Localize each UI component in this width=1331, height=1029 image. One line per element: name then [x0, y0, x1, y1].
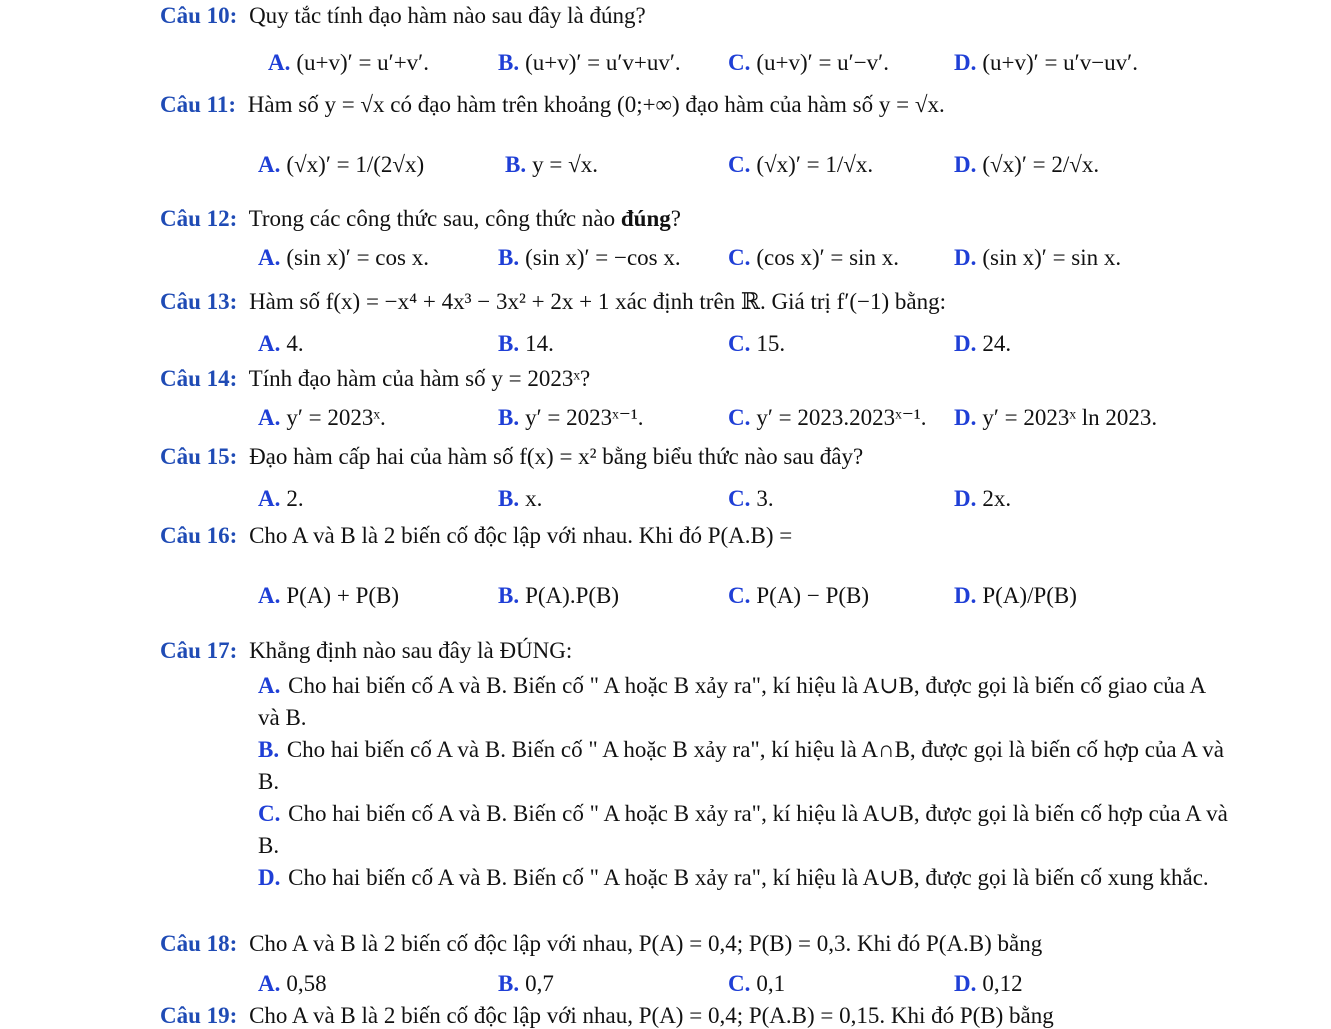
option-letter: A.	[258, 152, 281, 177]
option-letter: B.	[258, 737, 280, 762]
question-text: Đạo hàm cấp hai của hàm số f(x) = x² bằng biểu thức nào sau đây?	[249, 444, 864, 469]
option-text: 0,12	[982, 971, 1023, 996]
option-letter: D.	[954, 971, 977, 996]
option-letter: B.	[498, 405, 520, 430]
option-c	[728, 50, 889, 76]
question-12	[160, 206, 681, 232]
option-d	[954, 971, 1023, 997]
question-number: Câu 10:	[160, 3, 238, 28]
option-letter: A.	[258, 331, 281, 356]
option-text: 4.	[286, 331, 304, 356]
option-text: Cho hai biến cố A và B. Biến cố " A hoặc B xảy ra", kí hiệu là A∩B, được gọi là biến cố hợp của A và B.	[258, 737, 1224, 794]
option-text: 14.	[525, 331, 554, 356]
option-b	[498, 405, 644, 431]
option-d	[954, 152, 1099, 178]
option-a	[258, 152, 424, 178]
question-text: Hàm số y = √x có đạo hàm trên khoảng (0;+∞) đạo hàm của hàm số y = √x.	[247, 92, 945, 117]
option-letter: B.	[498, 331, 520, 356]
option-text: P(A).P(B)	[525, 583, 620, 608]
option-text: P(A)/P(B)	[982, 583, 1077, 608]
option-letter: A.	[258, 583, 281, 608]
option-text: Cho hai biến cố A và B. Biến cố " A hoặc B xảy ra", kí hiệu là A∪B, được gọi là biến cố giao của A và B.	[258, 673, 1205, 730]
question-text: Cho A và B là 2 biến cố độc lập với nhau. Khi đó P(A.B) =	[249, 523, 793, 548]
question-11	[160, 92, 945, 118]
option-letter: C.	[258, 801, 281, 826]
question-number: Câu 18:	[160, 931, 238, 956]
question-14	[160, 366, 590, 392]
option-letter: B.	[498, 245, 520, 270]
option-a	[258, 405, 386, 431]
option-c	[728, 405, 927, 431]
option-letter: A.	[258, 245, 281, 270]
option-text: 15.	[756, 331, 786, 356]
option-letter: A.	[258, 486, 281, 511]
option-text: y′ = 2023ˣ⁻¹.	[525, 405, 644, 430]
option-letter: D.	[954, 405, 977, 430]
option-letter: D.	[954, 50, 977, 75]
option-text: 24.	[982, 331, 1012, 356]
option-c	[728, 245, 899, 271]
option-text: 3.	[756, 486, 774, 511]
option-text: (sin x)′ = cos x.	[286, 245, 429, 270]
option-letter: C.	[728, 50, 751, 75]
question-text: Cho A và B là 2 biến cố độc lập với nhau, P(A) = 0,4; P(B) = 0,3. Khi đó P(A.B) bằng	[249, 931, 1043, 956]
option-text: 2.	[286, 486, 304, 511]
option-text: y = √x.	[532, 152, 598, 177]
option-a-long	[258, 670, 1228, 734]
option-a	[258, 486, 304, 512]
question-15	[160, 444, 863, 470]
option-d	[954, 583, 1077, 609]
option-letter: C.	[728, 971, 751, 996]
option-d	[954, 486, 1011, 512]
option-letter: B.	[505, 152, 527, 177]
option-a	[258, 971, 327, 997]
option-text: 2x.	[982, 486, 1012, 511]
option-letter: A.	[258, 971, 281, 996]
option-c	[728, 583, 869, 609]
option-letter: B.	[498, 583, 520, 608]
question-number: Câu 12:	[160, 206, 238, 231]
option-text: y′ = 2023.2023ˣ⁻¹.	[756, 405, 927, 430]
option-letter: A.	[258, 405, 281, 430]
option-letter: D.	[954, 152, 977, 177]
option-text: y′ = 2023ˣ ln 2023.	[982, 405, 1158, 430]
option-letter: C.	[728, 486, 751, 511]
question-number: Câu 15:	[160, 444, 238, 469]
option-a	[258, 245, 429, 271]
option-b	[498, 50, 681, 76]
option-letter: B.	[498, 50, 520, 75]
option-d	[954, 50, 1138, 76]
question-text-bold: đúng	[620, 206, 671, 231]
question-17	[160, 638, 572, 664]
option-text: y′ = 2023ˣ.	[286, 405, 386, 430]
option-letter: D.	[954, 583, 977, 608]
option-a	[258, 331, 304, 357]
option-letter: D.	[954, 486, 977, 511]
option-d	[954, 245, 1121, 271]
option-b	[498, 971, 554, 997]
option-text: (√x)′ = 2/√x.	[982, 152, 1100, 177]
option-text: (cos x)′ = sin x.	[756, 245, 899, 270]
option-letter: C.	[728, 405, 751, 430]
question-text: Cho A và B là 2 biến cố độc lập với nhau, P(A) = 0,4; P(A.B) = 0,15. Khi đó P(B) bằng	[249, 1003, 1054, 1028]
question-18	[160, 931, 1042, 957]
option-text: 0,58	[286, 971, 327, 996]
option-text: P(A) + P(B)	[286, 583, 400, 608]
option-letter: A.	[258, 673, 281, 698]
question-13	[160, 289, 946, 315]
option-b-long	[258, 734, 1228, 798]
option-text: Cho hai biến cố A và B. Biến cố " A hoặc B xảy ra", kí hiệu là A∪B, được gọi là biến cố hợp của A và B.	[258, 801, 1228, 858]
option-letter: A.	[268, 50, 291, 75]
option-b	[505, 152, 598, 178]
question-text: Hàm số f(x) = −x⁴ + 4x³ − 3x² + 2x + 1 xác định trên ℝ. Giá trị f′(−1) bằng:	[249, 289, 946, 314]
option-c-long	[258, 798, 1228, 862]
question-number: Câu 13:	[160, 289, 238, 314]
option-d	[954, 405, 1157, 431]
option-text: (√x)′ = 1/(2√x)	[286, 152, 425, 177]
question-text: Quy tắc tính đạo hàm nào sau đây là đúng?	[249, 3, 646, 28]
option-text: Cho hai biến cố A và B. Biến cố " A hoặc B xảy ra", kí hiệu là A∪B, được gọi là biến cố xung khắc.	[288, 865, 1209, 890]
option-text: (u+v)′ = u′v−uv′.	[982, 50, 1138, 75]
option-text: (u+v)′ = u′−v′.	[756, 50, 889, 75]
option-letter: D.	[954, 331, 977, 356]
option-text: (sin x)′ = −cos x.	[525, 245, 681, 270]
option-a	[258, 583, 399, 609]
question-text: Trong các công thức sau, công thức nào	[248, 206, 616, 231]
option-text: 0,1	[756, 971, 786, 996]
question-text: Khẳng định nào sau đây là ĐÚNG:	[249, 638, 573, 663]
option-text: (u+v)′ = u′+v′.	[296, 50, 429, 75]
option-letter: C.	[728, 152, 751, 177]
question-text-end: ?	[670, 206, 681, 231]
option-c	[728, 152, 873, 178]
question-number: Câu 17:	[160, 638, 238, 663]
option-letter: D.	[954, 245, 977, 270]
question-number: Câu 11:	[160, 92, 237, 117]
option-letter: C.	[728, 245, 751, 270]
option-text: (sin x)′ = sin x.	[982, 245, 1122, 270]
option-b	[498, 331, 554, 357]
option-text: x.	[525, 486, 543, 511]
option-c	[728, 971, 785, 997]
option-d-long	[258, 862, 1228, 894]
option-d	[954, 331, 1011, 357]
option-letter: D.	[258, 865, 281, 890]
option-a	[268, 50, 429, 76]
option-text: (u+v)′ = u′v+uv′.	[525, 50, 681, 75]
question-number: Câu 14:	[160, 366, 238, 391]
question-number: Câu 19:	[160, 1003, 238, 1028]
option-b	[498, 583, 619, 609]
option-letter: C.	[728, 331, 751, 356]
option-text: 0,7	[525, 971, 554, 996]
option-letter: B.	[498, 486, 520, 511]
question-19	[160, 1003, 1054, 1029]
option-c	[728, 486, 774, 512]
option-text: P(A) − P(B)	[756, 583, 870, 608]
option-c	[728, 331, 785, 357]
option-b	[498, 245, 681, 271]
option-b	[498, 486, 542, 512]
question-16	[160, 523, 792, 549]
option-letter: C.	[728, 583, 751, 608]
question-number: Câu 16:	[160, 523, 238, 548]
option-text: (√x)′ = 1/√x.	[756, 152, 874, 177]
question-10	[160, 3, 646, 29]
question-text: Tính đạo hàm của hàm số y = 2023ˣ?	[248, 366, 591, 391]
option-letter: B.	[498, 971, 520, 996]
